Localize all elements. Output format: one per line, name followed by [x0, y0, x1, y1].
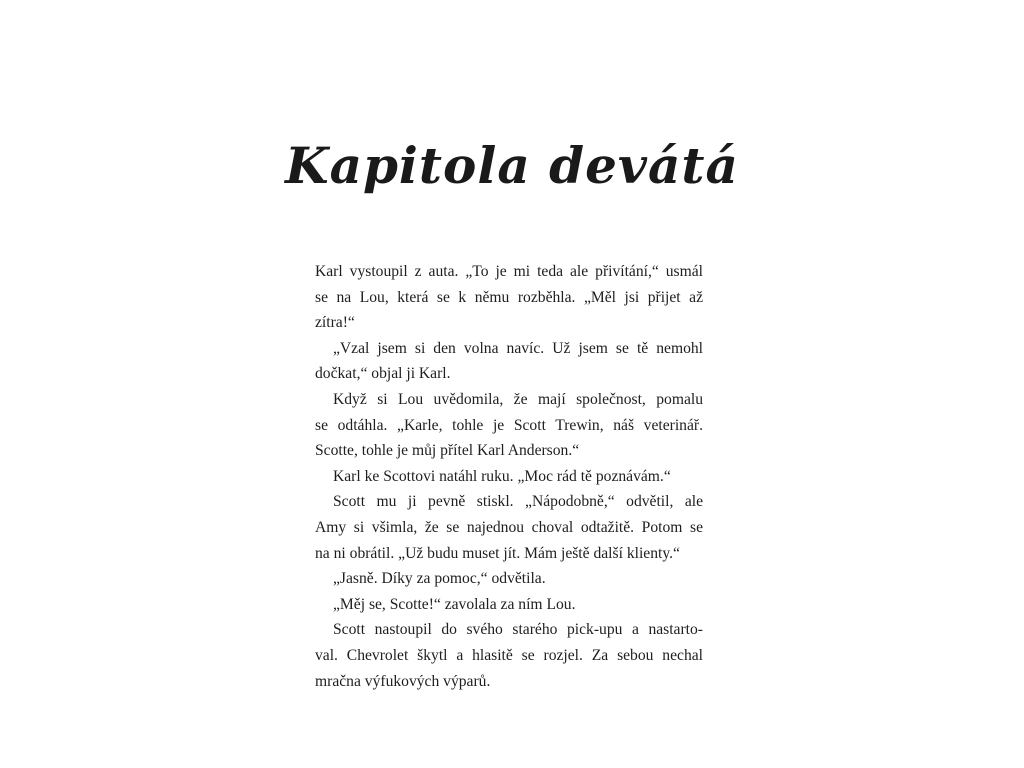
text-line: zítra!“ [315, 314, 355, 332]
text-line: Scott nastoupil do svého starého pick-upu a nastarto- [333, 621, 703, 639]
text-line: „Jasně. Díky za pomoc,“ odvětila. [333, 570, 546, 588]
text-line: se na Lou, která se k němu rozběhla. „Měl jsi přijet až [315, 288, 703, 306]
text-line: „Měj se, Scotte!“ zavolala za ním Lou. [333, 595, 576, 613]
text-line: Scotte, tohle je můj přítel Karl Anderson.“ [315, 442, 580, 460]
text-line: val. Chevrolet škytl a hlasitě se rozjel. Za sebou nechal [315, 646, 703, 664]
text-line: Když si Lou uvědomila, že mají společnost, pomalu [333, 390, 703, 408]
text-line: „Vzal jsem si den volna navíc. Už jsem se tě nemohl [333, 339, 703, 357]
text-line: Amy si všimla, že se najednou choval odtažitě. Potom se [315, 518, 703, 536]
text-line: Karl vystoupil z auta. „To je mi teda ale přivítání,“ usmál [315, 263, 703, 280]
chapter-body-text [315, 259, 703, 694]
text-line: Karl ke Scottovi natáhl ruku. „Moc rád tě poznávám.“ [333, 467, 671, 485]
text-line: dočkat,“ objal ji Karl. [315, 365, 451, 383]
chapter-title: Kapitola devátá [285, 136, 739, 195]
text-line: se odtáhla. „Karle, tohle je Scott Trewin, náš veterinář. [315, 416, 703, 434]
text-line: na ni obrátil. „Už budu muset jít. Mám ještě další klienty.“ [315, 544, 680, 562]
text-line: mračna výfukových výparů. [315, 672, 491, 690]
text-line: Scott mu ji pevně stiskl. „Nápodobně,“ odvětil, ale [333, 493, 703, 511]
